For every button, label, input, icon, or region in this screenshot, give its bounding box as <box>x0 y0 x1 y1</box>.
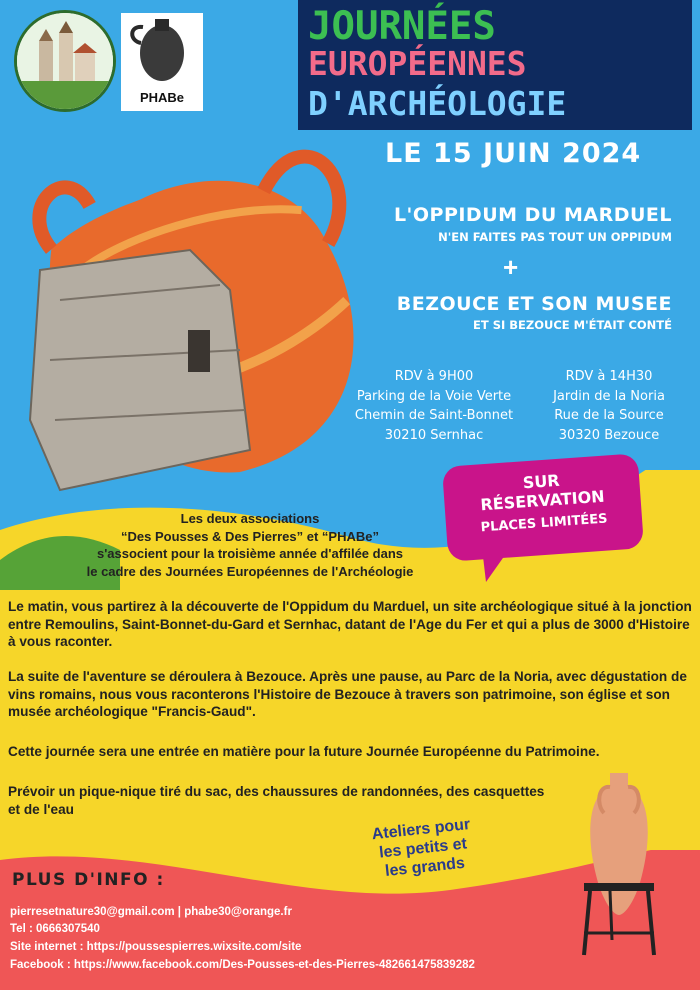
banner-line-3: D'ARCHÉOLOGIE <box>308 84 567 123</box>
bubble-line-2: RÉSERVATION <box>479 486 606 515</box>
village-icon <box>17 13 113 109</box>
paragraph-morning: Le matin, vous partirez à la découverte de l'Oppidum du Marduel, un site archéologique situé à la jonction entre Remoulins, Saint-Bonnet-du-Gard et Sernhac, datant de l'Age du Fer et qui a plus de 3000 d'Histoire à vous raconter. <box>8 599 692 649</box>
banner-line-1: JOURNÉES <box>308 4 496 49</box>
des-pousses-logo <box>14 10 116 112</box>
contact-phone: Tel : 0666307540 <box>10 923 100 935</box>
event2-title: BEZOUCE ET SON MUSEE <box>396 293 672 315</box>
event-date: LE 15 JUIN 2024 <box>385 138 642 169</box>
plus-sign: + <box>503 252 519 282</box>
amphora-stand-image <box>570 765 670 965</box>
ateliers-line-3: les grands <box>384 854 466 881</box>
rdv-afternoon-place: Jardin de la Noria <box>553 388 665 404</box>
rdv-afternoon-city: 30320 Bezouce <box>558 427 660 443</box>
rdv-morning-street: Chemin de Saint-Bonnet <box>354 408 514 423</box>
event2-subtitle: ET SI BEZOUCE M'ÉTAIT CONTÉ <box>473 318 672 332</box>
rdv-morning-place: Parking de la Voie Verte <box>356 388 512 404</box>
paragraph-prevoir: Prévoir un pique-nique tiré du sac, des chaussures de randonnées, des casquettes et de l'eau <box>8 784 545 817</box>
paragraph-patrimoine: Cette journée sera une entrée en matière pour la future Journée Européenne du Patrimoine. <box>8 744 600 759</box>
reservation-bubble <box>442 453 644 561</box>
rdv-morning-time: RDV à 9H00 <box>394 369 474 384</box>
assoc-line-4: le cadre des Journées Européennes de l'Archéologie <box>86 563 414 579</box>
assoc-line-1: Les deux associations <box>180 511 320 526</box>
associations-text <box>40 510 460 580</box>
phabe-logo-label: PHABe <box>139 90 185 105</box>
amphora-illustration <box>0 120 380 520</box>
contact-emails: pierresetnature30@gmail.com | phabe30@orange.fr <box>10 906 292 918</box>
bubble-line-3: PLACES LIMITÉES <box>480 511 609 536</box>
assoc-line-2: “Des Pousses & Des Pierres” et “PHABe” <box>121 528 379 544</box>
rdv-afternoon-time: RDV à 14H30 <box>565 369 653 384</box>
facebook-link[interactable]: Facebook : https://www.facebook.com/Des-Pousses-et-des-Pierres-482661475839282 <box>10 959 475 971</box>
info-heading: PLUS D'INFO : <box>12 870 165 890</box>
rdv-afternoon-street: Rue de la Source <box>554 408 664 423</box>
paragraph-afternoon: La suite de l'aventure se déroulera à Bezouce. Après une pause, au Parc de la Noria, avec dégustation de vins romains, nous vous raconterons l'Histoire de Bezouce à travers son patrimoine, son église et son musée archéologique "Francis-Gaud". <box>8 669 687 719</box>
website-link[interactable]: Site internet : https://poussespierres.wixsite.com/site <box>10 941 302 953</box>
ateliers-line-2: les petits et <box>378 835 468 862</box>
bubble-line-1: SUR <box>522 470 561 493</box>
assoc-line-3: s'associent pour la troisième année d'affilée dans <box>96 546 403 561</box>
phabe-logo <box>121 13 203 111</box>
rdv-afternoon <box>534 367 684 445</box>
title-banner <box>298 0 692 130</box>
event1-title: L'OPPIDUM DU MARDUEL <box>393 204 672 226</box>
ateliers-line-1: Ateliers pour <box>371 815 471 844</box>
event1-subtitle: N'EN FAITES PAS TOUT UN OPPIDUM <box>438 230 672 244</box>
amphora-icon <box>121 13 203 93</box>
rdv-morning <box>346 367 522 445</box>
banner-line-2: EUROPÉENNES <box>308 44 527 83</box>
rdv-morning-city: 30210 Sernhac <box>384 427 484 443</box>
bubble-tail <box>482 548 512 584</box>
